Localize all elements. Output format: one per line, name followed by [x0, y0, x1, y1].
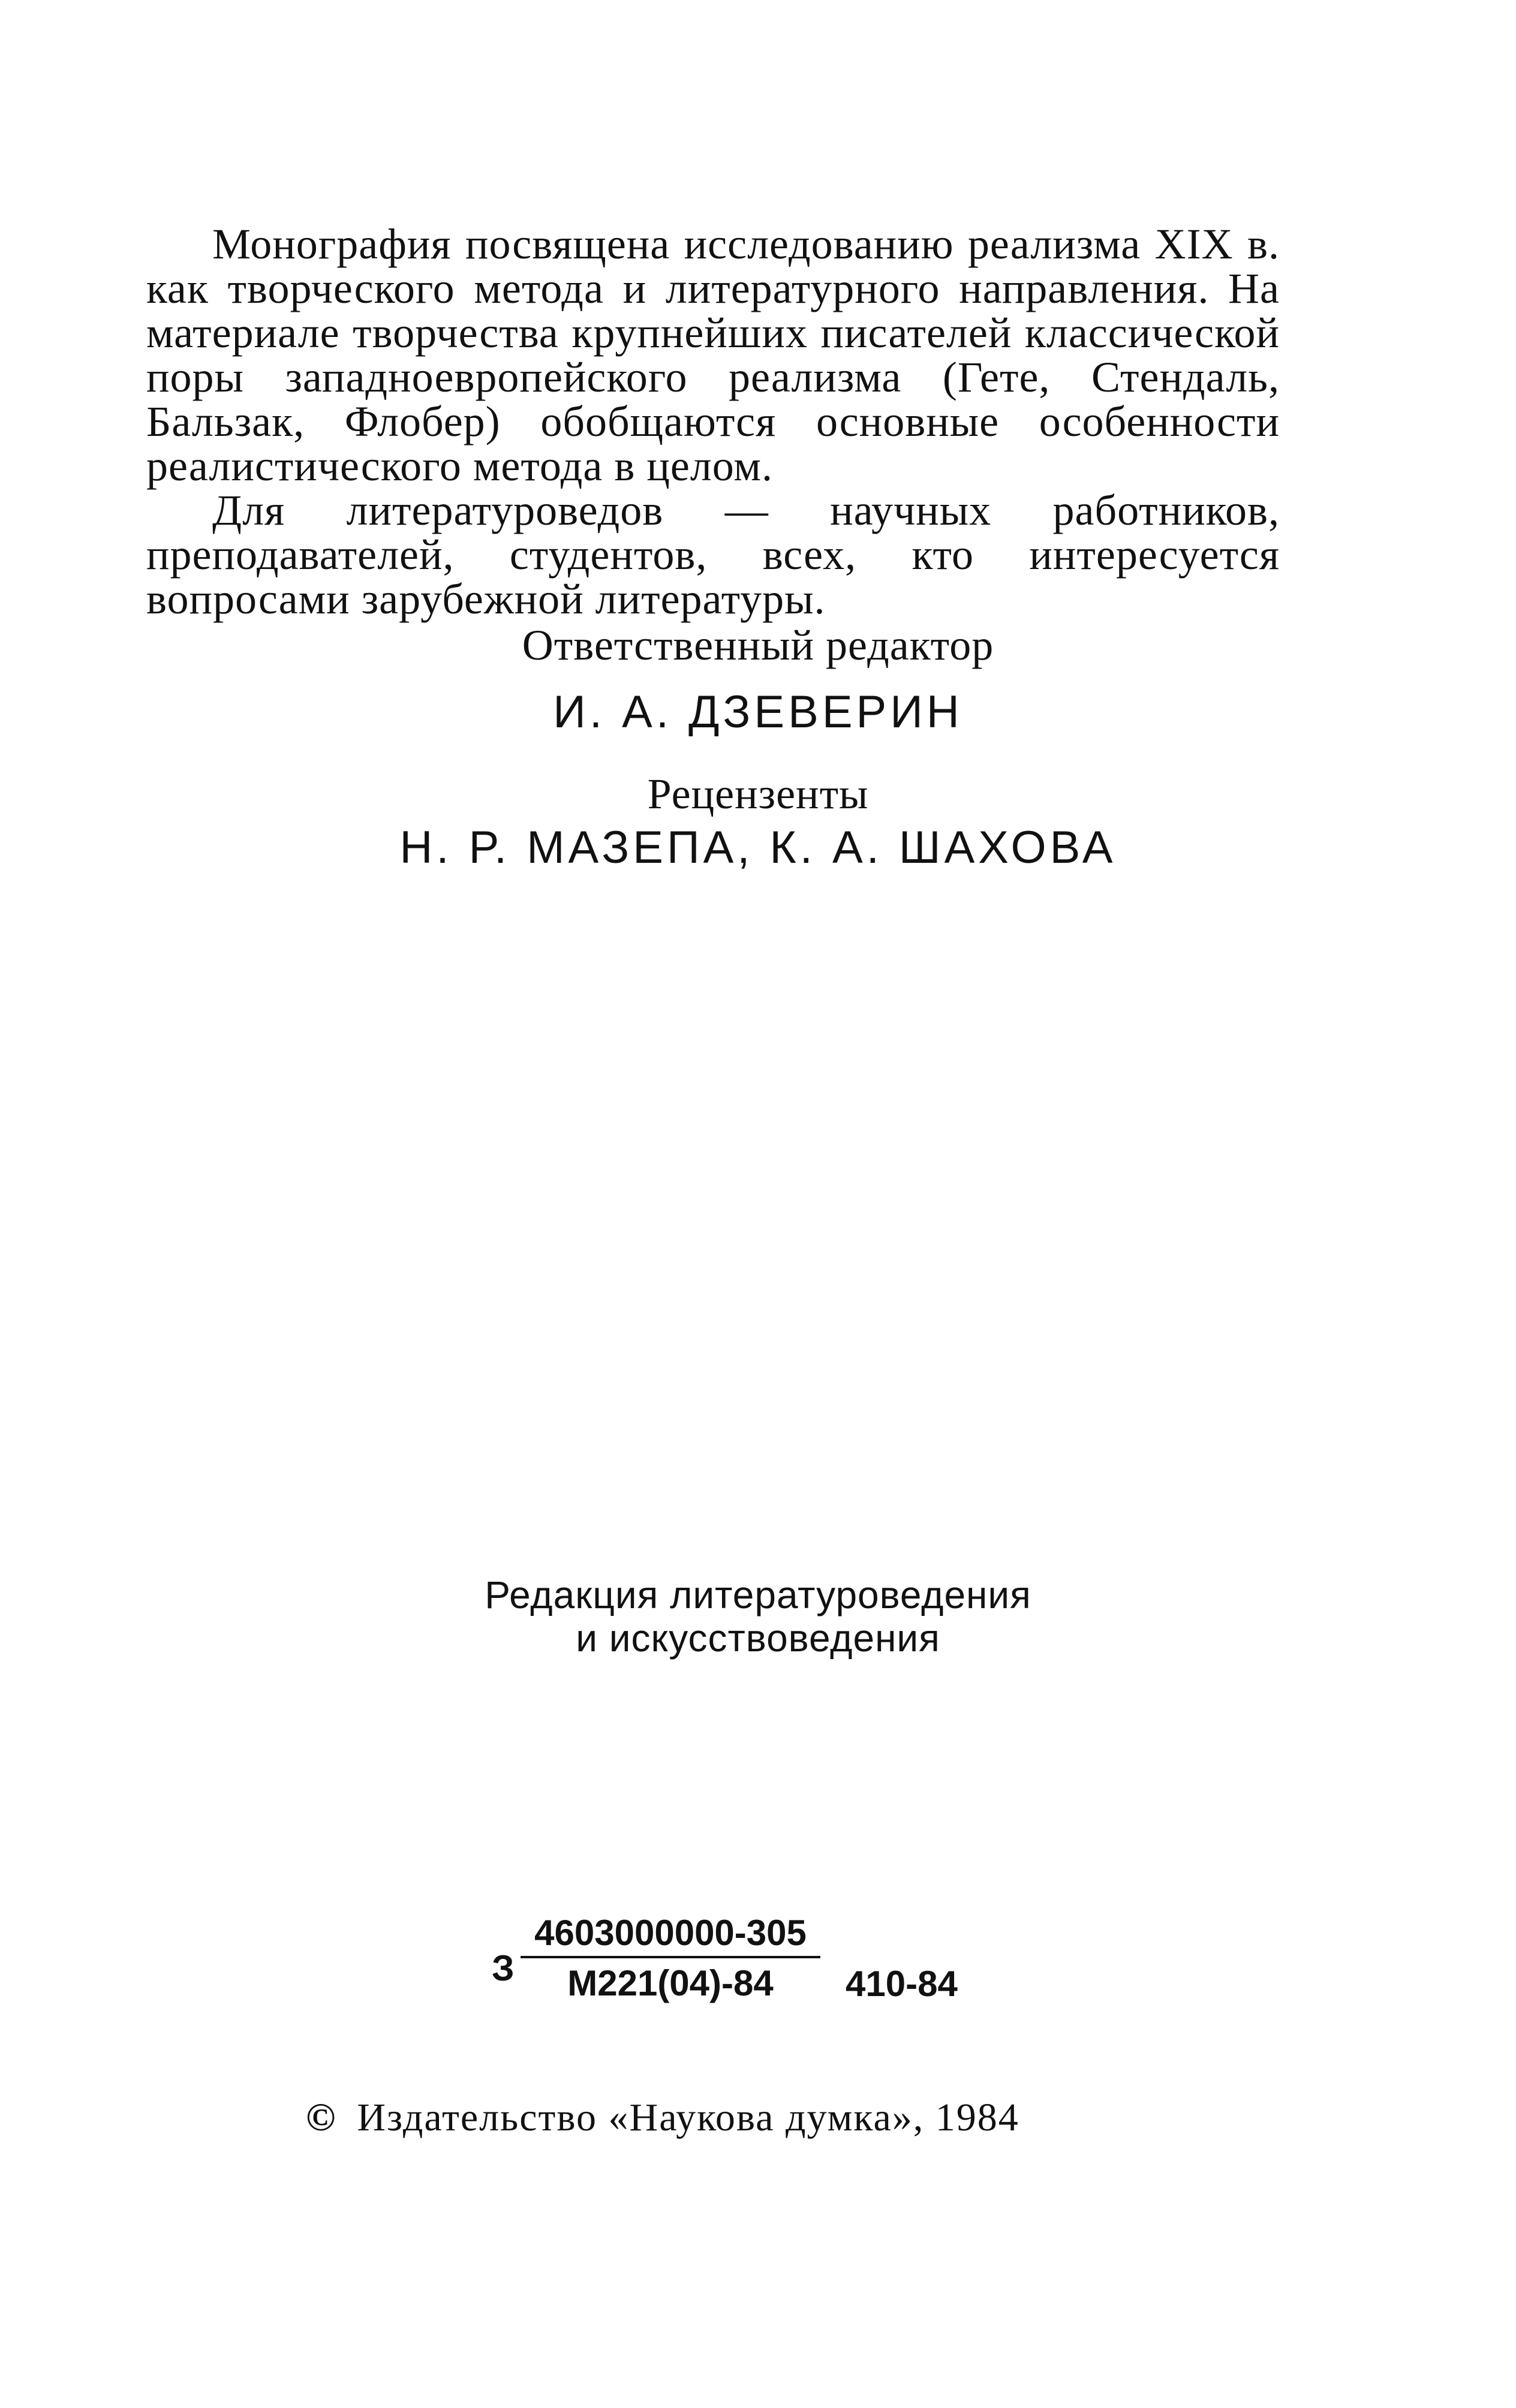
book-index-numerator: 4603000000-305	[534, 1913, 807, 1953]
editorial-office-line-2: и искусствоведения	[576, 1617, 940, 1660]
editorial-office-line-1: Редакция литературоведения	[485, 1573, 1031, 1617]
editor-label: Ответственный редактор	[522, 621, 994, 669]
book-index-formula	[492, 1913, 1031, 2045]
book-index-fraction	[521, 1913, 820, 2005]
reviewers-label: Рецензенты	[647, 770, 869, 818]
editor-name: И. А. ДЗЕВЕРИН	[553, 687, 963, 738]
book-index-denominator: М221(04)-84	[567, 1963, 774, 2003]
annotation-paragraph-2: Для литературоведов — научных работников, преподавателей, студентов, всех, кто интересуется вопросами зарубежной литературы.	[146, 486, 1280, 623]
copyright-icon: ©	[306, 2096, 337, 2139]
book-index-suffix: 410-84	[846, 1964, 958, 2004]
book-index-prefix: З	[492, 1948, 515, 1988]
copyright-line	[306, 2094, 1205, 2142]
annotation-paragraph-1: Монография посвящена исследованию реализма XIX в. как творческого метода и литературного направления. На материале творчества крупнейших писателей классической поры западноевропейского реализма (Гете, Стендаль, Бальзак, Флобер) обобщаются основные особенности реалистического метода в целом.	[146, 220, 1280, 490]
reviewers-names: Н. Р. МАЗЕПА, К. А. ШАХОВА	[399, 822, 1117, 873]
copyright-text: Издательство «Наукова думка», 1984	[357, 2096, 1019, 2139]
annotation-text	[146, 222, 1280, 621]
